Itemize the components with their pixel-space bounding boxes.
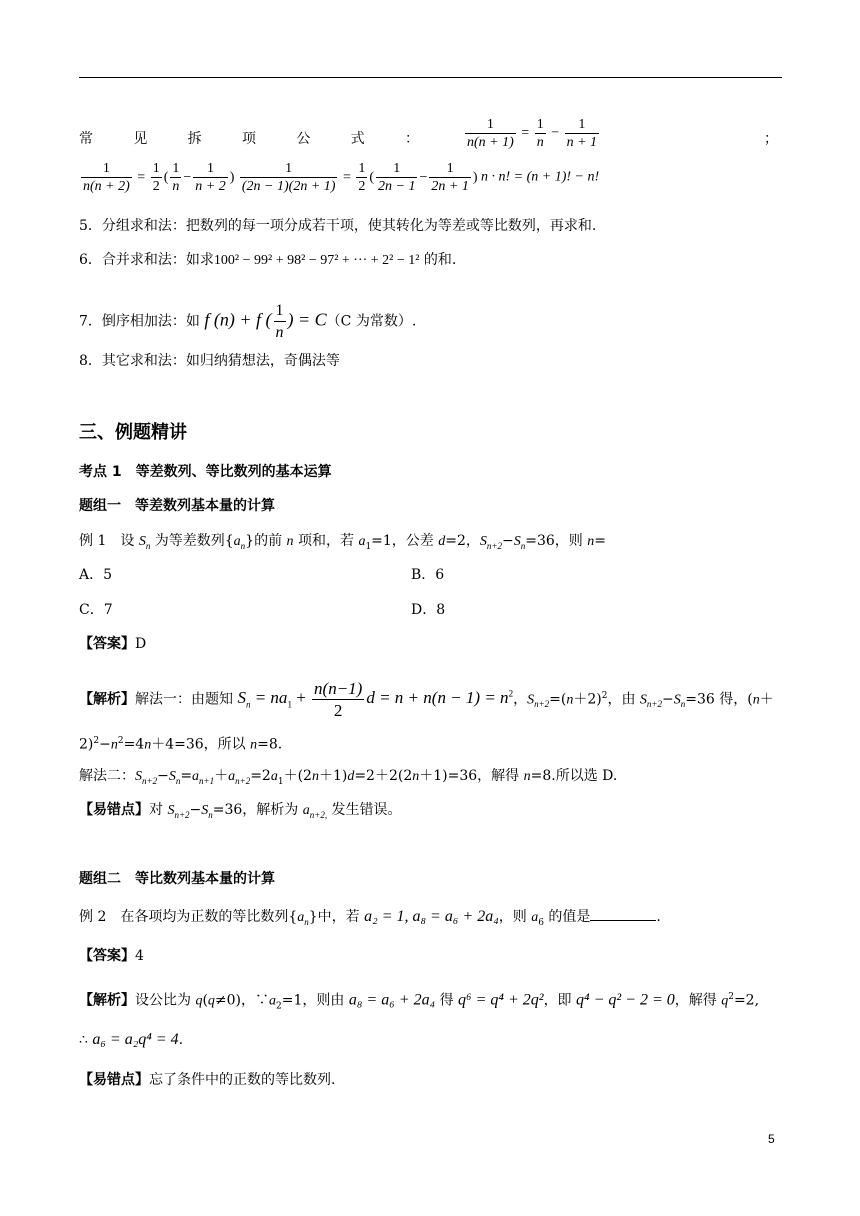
intro-char: 公: [296, 131, 311, 147]
formula-4: n · n! = (n + 1)! − n!: [481, 169, 600, 185]
analysis-2: 【解析】设公比为 q(q≠0)，$\because a_2=1$，则由 a₈ = a₆ + 2a₄ 得 q⁶ = q⁴ + 2q²，即 q⁴ − q² − 2 = 0，解得 $q^2=2$,: [79, 991, 760, 1012]
intro-char: 式: [350, 131, 365, 147]
answer-blank: [590, 908, 656, 921]
intro-char: 常: [79, 131, 93, 147]
header-rule: [79, 77, 782, 78]
method-7: 7．倒序相加法：如 f (n) + f ( $\frac{1}{n}$ ) = C（C 为常数）.: [79, 302, 417, 341]
option-d: D．8: [411, 602, 446, 618]
example-1-question: 例 1 设 $S_n$ 为等差数列$\{a_n\}$的前 n 项和，若 $a_1=1$，公差 d=2，$S_{n+2}-S_n=36$，则 n=: [79, 533, 606, 552]
kaodian-title: 考点 1 等差数列、等比数列的基本运算: [79, 464, 332, 480]
formula-1: $\frac{1}{n(n + 1)}$ = $\frac{1}{n}$ − $\frac{1}{n + 1}$: [467, 117, 598, 150]
error-point-1: 【易错点】对 $S_{n+2}-S_n=36$，解析为 $a_{n+2,}$ 发生错误。: [79, 802, 402, 820]
method-5: 5．分组求和法：把数列的每一项分成若干项，使其转化为等差或等比数列，再求和.: [79, 218, 597, 234]
analysis-1: 【解析】解法一：由题知 $S_n = na_1$ + $\frac{n(n-1)}{2}$ $d = n + n(n - 1) = n^2$，$S_{n+2}=(n+2)^2$，由 $S_{n+2}-S_n=36$ 得，(n＋: [79, 679, 774, 720]
intro-char: ：: [404, 131, 419, 147]
option-a: A．5: [79, 567, 113, 583]
analysis-1-method2: 解法二：$S_{n+2}-S_n=a_{n+1}+a_{n+2}=2a_1+(2n+1)d=2+2(2n+1)=36$，解得 n=8.所以选 D.: [79, 768, 618, 787]
answer-1: 【答案】D: [79, 636, 147, 652]
formula-intro: [79, 128, 419, 148]
error-point-2: 【易错点】忘了条件中的正数的等比数列.: [79, 1072, 336, 1088]
analysis-2-line2: ∴ a₆ = a₂q⁴ = 4.: [79, 1031, 184, 1048]
formula-semicolon: ；: [764, 131, 778, 147]
option-b: B．6: [411, 567, 445, 583]
section-title: 三、例题精讲: [79, 422, 187, 443]
formula-row-2: [79, 160, 599, 195]
option-c: C．7: [79, 602, 113, 618]
answer-2: 【答案】4: [79, 948, 144, 964]
page-number: 5: [768, 1132, 775, 1146]
group2-title: 题组二 等比数列基本量的计算: [79, 871, 275, 887]
analysis-1-line2: $2)^2-n^2=4n+4=36$，所以 n=8.: [79, 736, 283, 753]
method-8: 8．其它求和法：如归纳猜想法，奇偶法等: [79, 353, 340, 369]
group1-title: 题组一 等差数列基本量的计算: [79, 498, 275, 514]
intro-char: 拆: [187, 131, 202, 147]
intro-char: 项: [241, 131, 256, 147]
example-2-question: 例 2 在各项均为正数的等比数列$\{a_n\}$中，若 a₂ = 1, a₈ = a₆ + 2a₄，则 $a_6$ 的值是 .: [79, 908, 661, 928]
method-6: 6．合并求和法：如求100² − 99² + 98² − 97² + ··· + 2² − 1² 的和.: [79, 252, 457, 268]
formula-2: $\frac{1}{n(n + 2)}$ = $\frac{1}{2}$ ( $\frac{1}{n}$ − $\frac{1}{n + 2}$ ): [83, 161, 235, 194]
formula-3: $\frac{1}{(2n - 1)(2n + 1)}$ = $\frac{1}{2}$ ( $\frac{1}{2n - 1}$ − $\frac{1}{2n + 1}$ ): [241, 161, 478, 194]
intro-char: 见: [133, 131, 148, 147]
